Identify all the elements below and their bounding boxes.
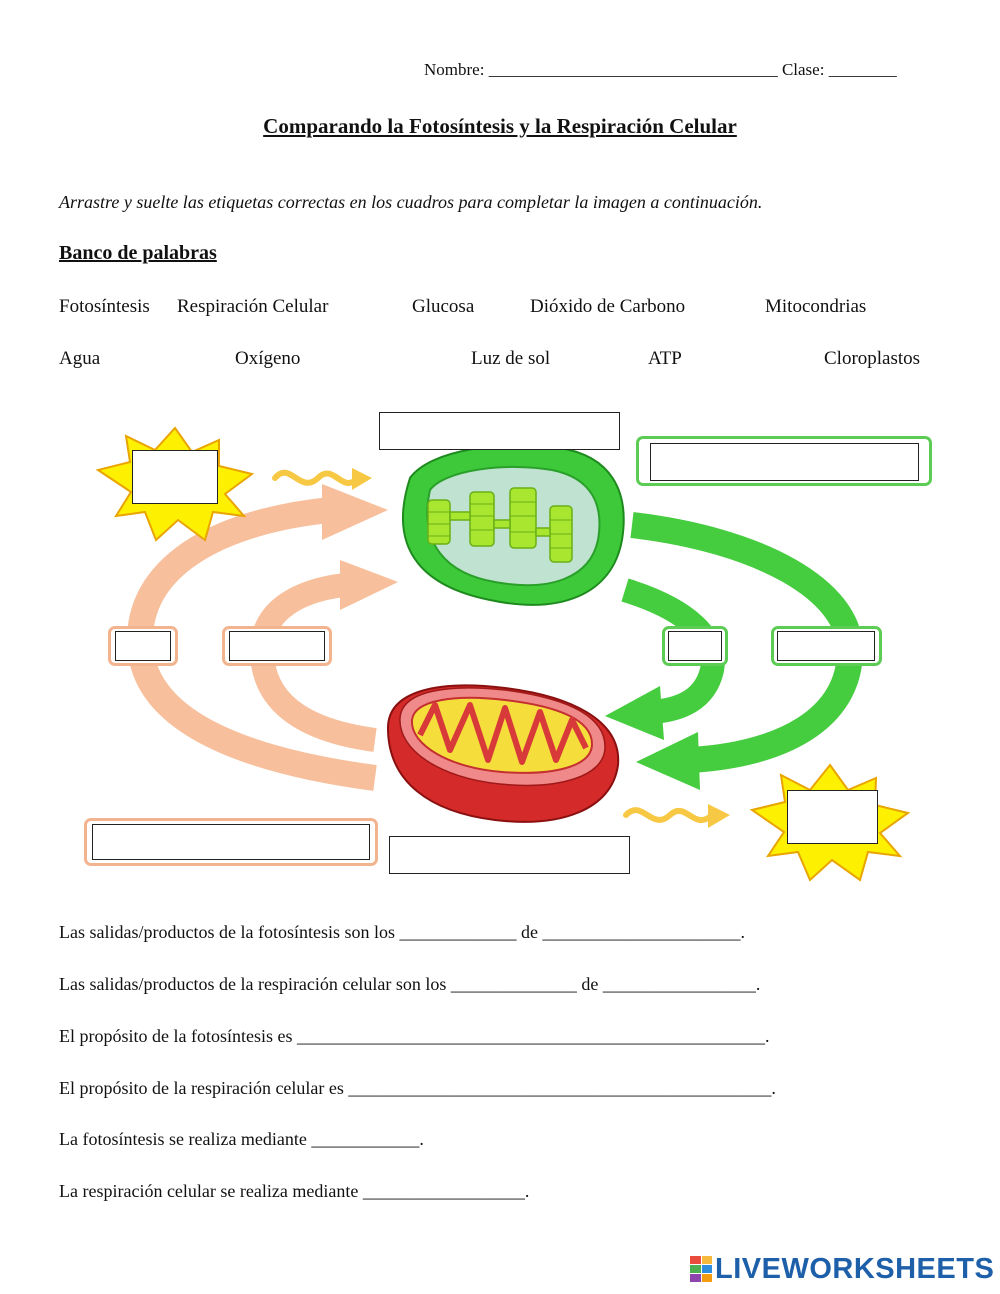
light-wave-bottom [626, 810, 712, 820]
word-glucosa[interactable]: Glucosa [412, 296, 475, 317]
drop-box-left-inner[interactable] [229, 631, 325, 661]
instructions: Arrastre y suelte las etiquetas correctas en los cuadros para completar la imagen a continuación. [59, 192, 763, 212]
sentence-6[interactable]: La respiración celular se realiza mediante __________________. [59, 1181, 530, 1201]
logo-badge-icon [690, 1256, 712, 1282]
clase-blank[interactable]: ________ [828, 60, 897, 79]
word-respiracion-celular[interactable]: Respiración Celular [177, 296, 329, 317]
word-agua[interactable]: Agua [59, 348, 101, 369]
drop-box-bottom-left[interactable] [92, 824, 370, 860]
page-title: Comparando la Fotosíntesis y la Respiración Celular [263, 114, 737, 138]
word-luz-de-sol[interactable]: Luz de sol [471, 348, 551, 369]
word-dioxido-de-carbono[interactable]: Dióxido de Carbono [530, 296, 686, 317]
mitochondria-icon [388, 685, 618, 821]
sentence-4[interactable]: El propósito de la respiración celular es _______________________________________________. [59, 1078, 776, 1098]
sentence-5[interactable]: La fotosíntesis se realiza mediante ____________. [59, 1129, 424, 1149]
word-fotosintesis[interactable]: Fotosíntesis [59, 296, 150, 317]
liveworksheets-logo [690, 1252, 994, 1286]
sentence-1[interactable]: Las salidas/productos de la fotosíntesis son los _____________ de ______________________. [59, 922, 745, 942]
word-cloroplastos[interactable]: Cloroplastos [824, 348, 921, 369]
word-bank-heading: Banco de palabras [59, 242, 217, 264]
word-oxigeno[interactable]: Oxígeno [235, 348, 301, 369]
drop-box-right-outer[interactable] [777, 631, 875, 661]
sentence-2[interactable]: Las salidas/productos de la respiración celular son los ______________ de _________________. [59, 974, 761, 994]
word-atp[interactable]: ATP [648, 348, 682, 369]
drop-box-sun-bottom[interactable] [787, 790, 878, 844]
drop-box-top-right[interactable] [650, 443, 919, 481]
chloroplast-icon [403, 445, 624, 604]
clase-label: Clase: [781, 60, 825, 79]
drop-box-right-inner[interactable] [668, 631, 722, 661]
light-wave-top [275, 473, 358, 483]
logo-text: LIVEWORKSHEETS [715, 1252, 995, 1285]
drop-box-sun-top[interactable] [132, 450, 218, 504]
drop-box-chloroplast-label[interactable] [379, 412, 620, 450]
drop-box-left-outer[interactable] [115, 631, 171, 661]
nombre-label: Nombre: [424, 60, 485, 79]
word-mitocondrias[interactable]: Mitocondrias [765, 296, 867, 317]
sentence-3[interactable]: El propósito de la fotosíntesis es ____________________________________________________. [59, 1026, 770, 1046]
nombre-blank[interactable]: __________________________________ [488, 60, 778, 79]
drop-box-mitochondria-label[interactable] [389, 836, 630, 874]
